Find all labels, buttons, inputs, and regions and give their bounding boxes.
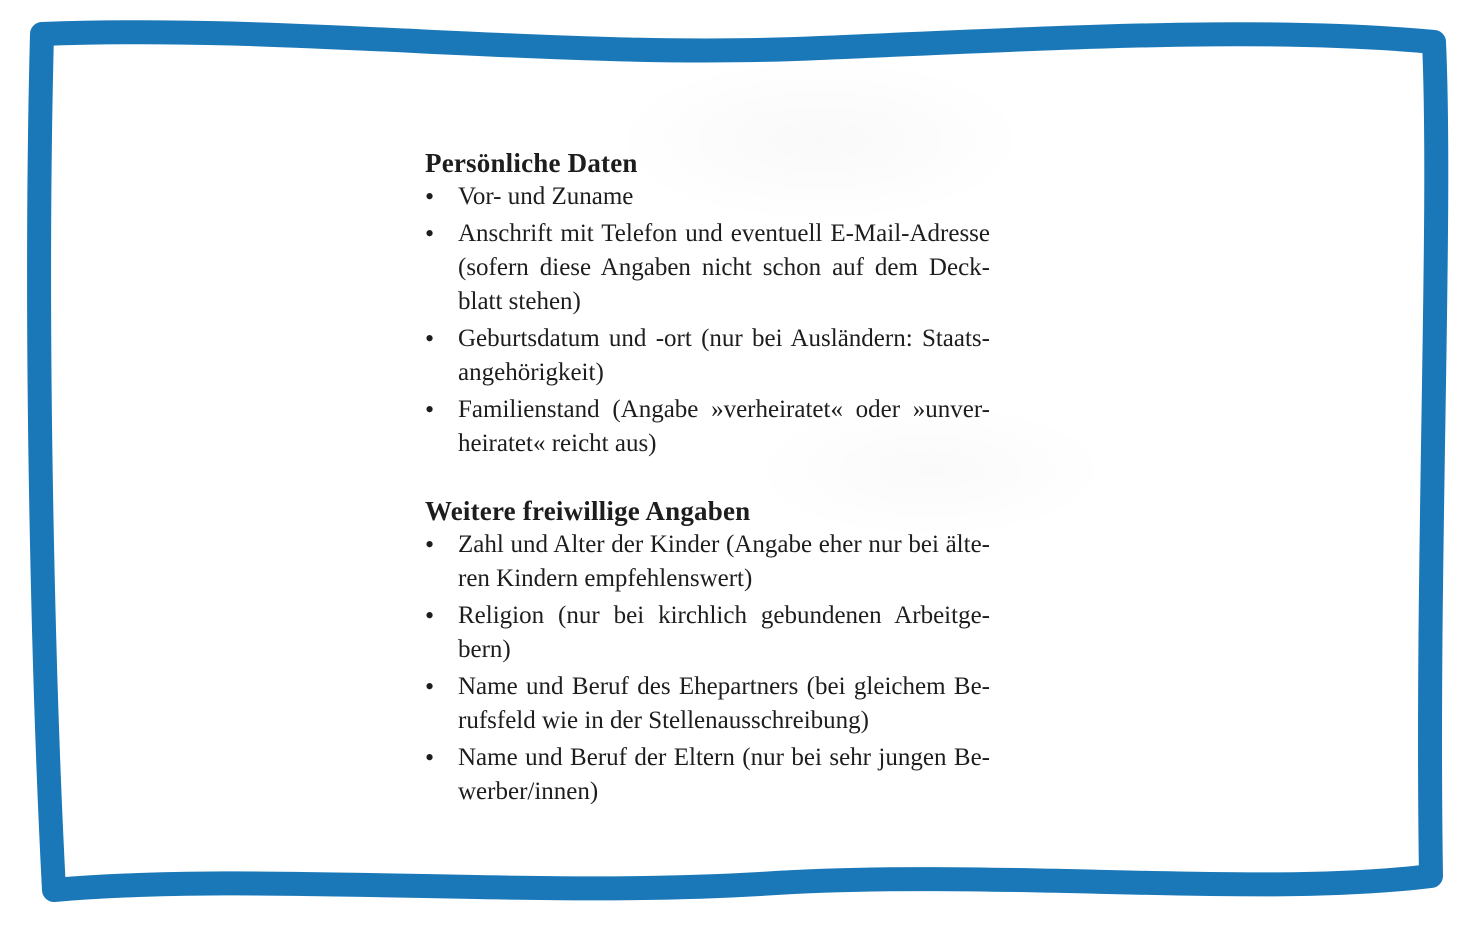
- list-item-text: [458, 393, 990, 461]
- list-item: [425, 528, 991, 596]
- bullet-icon: •: [425, 182, 435, 211]
- bullet-icon: •: [425, 324, 435, 353]
- document-content: [425, 146, 991, 812]
- list-item-text: [458, 670, 990, 738]
- bullet-icon: •: [425, 395, 435, 424]
- text-line: blatt stehen): [458, 288, 581, 315]
- list-item-text: [458, 741, 990, 809]
- text-line: Religion (nur bei kirchlich gebundenen Arbeitge-: [458, 602, 990, 629]
- list-item: [425, 670, 991, 738]
- text-line: Geburtsdatum und -ort (nur bei Ausländern: Staats-: [458, 325, 990, 352]
- list-item-text: [458, 599, 990, 667]
- list-item-text: [458, 528, 990, 596]
- bullet-list: [425, 180, 991, 461]
- bullet-icon: •: [425, 743, 435, 772]
- section-heading: Weitere freiwillige Angaben: [425, 496, 751, 526]
- list-item: [425, 741, 991, 809]
- bullet-icon: •: [425, 672, 435, 701]
- list-item: [425, 322, 991, 390]
- text-line: angehörigkeit): [458, 359, 604, 386]
- bullet-icon: •: [425, 219, 435, 248]
- text-line: rufsfeld wie in der Stellenausschreibung): [458, 707, 869, 734]
- list-item-text: [458, 322, 990, 390]
- bullet-list: [425, 528, 991, 809]
- text-line: Vor- und Zuname: [458, 183, 634, 210]
- text-line: Name und Beruf des Ehepartners (bei gleichem Be-: [458, 673, 990, 700]
- list-item-text: [458, 180, 990, 214]
- text-line: (sofern diese Angaben nicht schon auf dem Deck-: [458, 254, 990, 281]
- text-line: Anschrift mit Telefon und eventuell E-Mail-Adresse: [458, 220, 990, 247]
- list-item: [425, 599, 991, 667]
- text-line: werber/innen): [458, 778, 599, 805]
- list-item: [425, 217, 991, 319]
- text-line: ren Kindern empfehlenswert): [458, 565, 753, 592]
- list-item: [425, 180, 991, 214]
- text-line: bern): [458, 636, 511, 663]
- text-line: heiratet« reicht aus): [458, 430, 657, 457]
- document-section: [425, 494, 991, 809]
- text-line: Name und Beruf der Eltern (nur bei sehr jungen Be-: [458, 744, 990, 771]
- bullet-icon: •: [425, 530, 435, 559]
- text-line: Familienstand (Angabe »verheiratet« oder »unver-: [458, 396, 990, 423]
- section-heading: Persönliche Daten: [425, 148, 638, 178]
- list-item: [425, 393, 991, 461]
- document-section: [425, 146, 991, 461]
- text-line: Zahl und Alter der Kinder (Angabe eher nur bei älte-: [458, 531, 990, 558]
- list-item-text: [458, 217, 990, 319]
- bullet-icon: •: [425, 601, 435, 630]
